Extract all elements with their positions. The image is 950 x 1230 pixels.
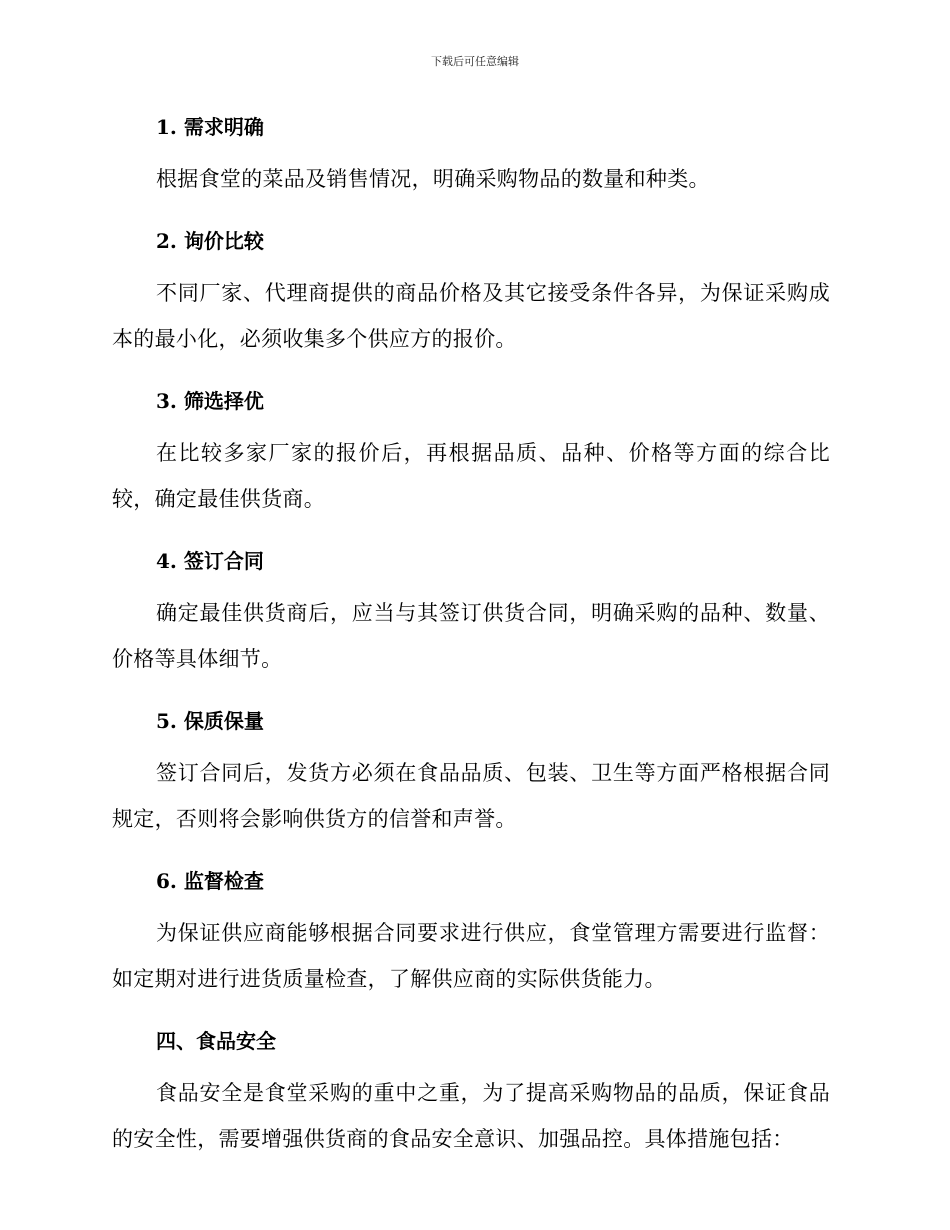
document-body — [112, 112, 830, 1162]
section-heading-quality: 5. 保质保量 — [156, 709, 264, 733]
page-header-note: 下载后可任意编辑 — [431, 55, 519, 68]
section-paragraph-supervision: 为保证供应商能够根据合同要求进行供应，食堂管理方需要进行监督：如定期对进行进货质量检查，了解供应商的实际供货能力。 — [112, 921, 830, 991]
section-paragraph-quality: 签订合同后，发货方必须在食品品质、包装、卫生等方面严格根据合同规定，否则将会影响供货方的信誉和声誉。 — [112, 761, 830, 831]
section-heading-selection: 3. 筛选择优 — [156, 389, 264, 413]
section-heading-contract: 4. 签订合同 — [156, 549, 264, 573]
section-heading-inquiry: 2. 询价比较 — [156, 229, 264, 253]
section-paragraph-demand: 根据食堂的菜品及销售情况，明确采购物品的数量和种类。 — [156, 167, 710, 191]
section-paragraph-inquiry: 不同厂家、代理商提供的商品价格及其它接受条件各异，为保证采购成本的最小化，必须收集多个供应方的报价。 — [112, 281, 830, 351]
section-heading-supervision: 6. 监督检查 — [156, 869, 264, 893]
section-heading-demand: 1. 需求明确 — [156, 115, 264, 139]
section-paragraph-food-safety: 食品安全是食堂采购的重中之重，为了提高采购物品的品质，保证食品的安全性，需要增强供货商的食品安全意识、加强品控。具体措施包括： — [112, 1081, 830, 1151]
section-paragraph-contract: 确定最佳供货商后，应当与其签订供货合同，明确采购的品种、数量、价格等具体细节。 — [112, 601, 830, 671]
section-heading-food-safety: 四、食品安全 — [156, 1029, 276, 1053]
section-paragraph-selection: 在比较多家厂家的报价后，再根据品质、品种、价格等方面的综合比较，确定最佳供货商。 — [112, 441, 830, 511]
